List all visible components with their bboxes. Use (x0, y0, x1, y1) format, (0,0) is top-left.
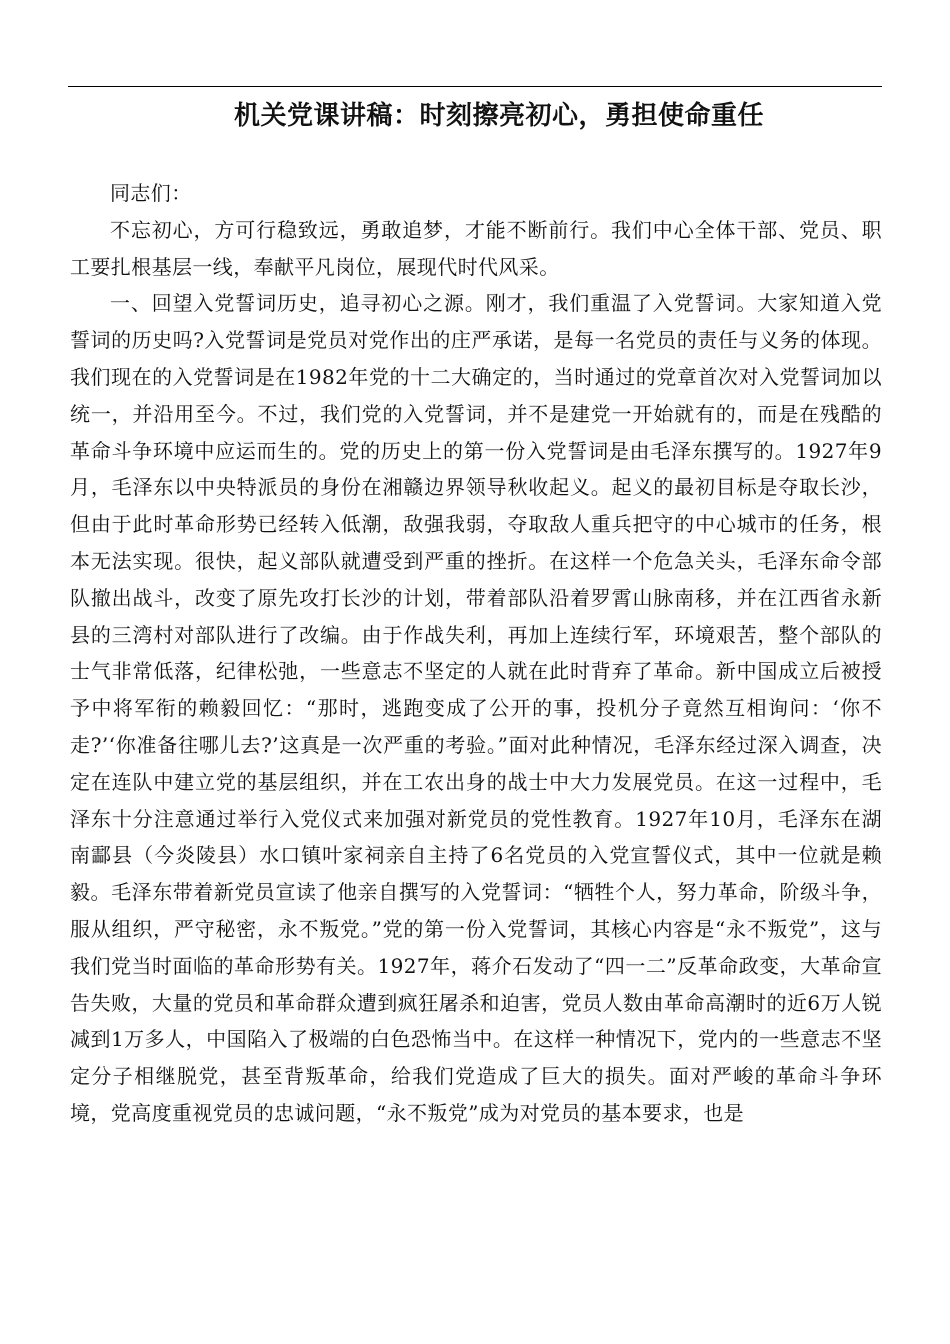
document-body (70, 175, 882, 1132)
header-rule (68, 86, 882, 87)
section-one-paragraph: 一、回望入党誓词历史，追寻初心之源。刚才，我们重温了入党誓词。大家知道入党誓词的历史吗?入党誓词是党员对党作出的庄严承诺，是每一名党员的责任与义务的体现。我们现在的入党誓词是在1982年党的十二大确定的，当时通过的党章首次对入党誓词加以统一，并沿用至今。不过，我们党的入党誓词，并不是建党一开始就有的，而是在残酷的革命斗争环境中应运而生的。党的历史上的第一份入党誓词是由毛泽东撰写的。1927年9月，毛泽东以中央特派员的身份在湘赣边界领导秋收起义。起义的最初目标是夺取长沙，但由于此时革命形势已经转入低潮，敌强我弱，夺取敌人重兵把守的中心城市的任务，根本无法实现。很快，起义部队就遭受到严重的挫折。在这样一个危急关头，毛泽东命令部队撤出战斗，改变了原先攻打长沙的计划，带着部队沿着罗霄山脉南移，并在江西省永新县的三湾村对部队进行了改编。由于作战失利，再加上连续行军，环境艰苦，整个部队的士气非常低落，纪律松弛，一些意志不坚定的人就在此时背弃了革命。新中国成立后被授予中将军衔的赖毅回忆：“那时，逃跑变成了公开的事，投机分子竟然互相询问：‘你不走?’‘你准备往哪儿去?’这真是一次严重的考验。”面对此种情况，毛泽东经过深入调查，决定在连队中建立党的基层组织，并在工农出身的战士中大力发展党员。在这一过程中，毛泽东十分注意通过举行入党仪式来加强对新党员的党性教育。1927年10月，毛泽东在湖南酃县（今炎陵县）水口镇叶家祠亲自主持了6名党员的入党宣誓仪式，其中一位就是赖毅。毛泽东带着新党员宣读了他亲自撰写的入党誓词：“牺牲个人，努力革命，阶级斗争，服从组织，严守秘密，永不叛党。”党的第一份入党誓词，其核心内容是“永不叛党”，这与我们党当时面临的革命形势有关。1927年，蒋介石发动了“四一二”反革命政变，大革命宣告失败，大量的党员和革命群众遭到疯狂屠杀和迫害，党员人数由革命高潮时的近6万人锐减到1万多人，中国陷入了极端的白色恐怖当中。在这样一种情况下，党内的一些意志不坚定分子相继脱党，甚至背叛革命，给我们党造成了巨大的损失。面对严峻的革命斗争环境，党高度重视党员的忠诚问题，“永不叛党”成为对党员的基本要求，也是 (70, 291, 882, 1125)
salutation-paragraph: 同志们： (110, 181, 192, 205)
document-title: 机关党课讲稿：时刻擦亮初心，勇担使命重任 (233, 101, 764, 131)
intro-paragraph: 不忘初心，方可行稳致远，勇敢追梦，才能不断前行。我们中心全体干部、党员、职工要扎根基层一线，奉献平凡岗位，展现代时代风采。 (70, 217, 882, 279)
